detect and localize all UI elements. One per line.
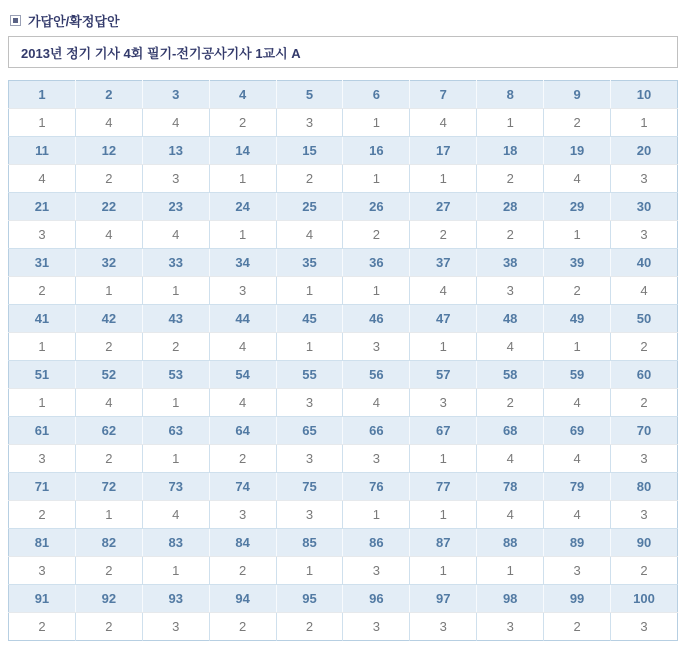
- answer-cell: 2: [477, 165, 544, 193]
- answer-cell: 3: [276, 109, 343, 137]
- answer-cell: 3: [9, 445, 76, 473]
- question-number-cell: 46: [343, 305, 410, 333]
- answer-cell: 3: [276, 445, 343, 473]
- answer-cell: 2: [477, 389, 544, 417]
- answer-cell: 1: [276, 557, 343, 585]
- question-number-cell: 71: [9, 473, 76, 501]
- answer-cell: 3: [477, 613, 544, 641]
- answer-cell: 3: [343, 613, 410, 641]
- question-number-cell: 70: [611, 417, 678, 445]
- question-number-cell: 33: [142, 249, 209, 277]
- question-number-cell: 45: [276, 305, 343, 333]
- question-number-row: [9, 193, 678, 221]
- answer-cell: 4: [75, 389, 142, 417]
- question-number-cell: 44: [209, 305, 276, 333]
- answer-cell: 4: [343, 389, 410, 417]
- answer-cell: 2: [477, 221, 544, 249]
- answer-cell: 2: [75, 557, 142, 585]
- question-number-cell: 77: [410, 473, 477, 501]
- section-header: [10, 10, 678, 30]
- answer-cell: 2: [611, 333, 678, 361]
- question-number-cell: 34: [209, 249, 276, 277]
- question-number-cell: 35: [276, 249, 343, 277]
- answer-cell: 4: [75, 221, 142, 249]
- question-number-cell: 20: [611, 137, 678, 165]
- exam-title-box: [8, 36, 678, 68]
- answer-table-body: [9, 81, 678, 641]
- question-number-cell: 2: [75, 81, 142, 109]
- answer-cell: 1: [142, 445, 209, 473]
- answer-cell: 2: [410, 221, 477, 249]
- question-number-row: [9, 417, 678, 445]
- question-number-cell: 16: [343, 137, 410, 165]
- question-number-cell: 41: [9, 305, 76, 333]
- question-number-cell: 93: [142, 585, 209, 613]
- question-number-cell: 86: [343, 529, 410, 557]
- answer-cell: 1: [209, 221, 276, 249]
- answer-cell: 1: [477, 557, 544, 585]
- question-number-cell: 49: [544, 305, 611, 333]
- question-number-cell: 92: [75, 585, 142, 613]
- question-number-cell: 64: [209, 417, 276, 445]
- answer-cell: 4: [142, 221, 209, 249]
- answer-cell: 4: [544, 389, 611, 417]
- question-number-cell: 87: [410, 529, 477, 557]
- question-number-cell: 56: [343, 361, 410, 389]
- question-number-cell: 59: [544, 361, 611, 389]
- answer-row: [9, 221, 678, 249]
- question-number-cell: 22: [75, 193, 142, 221]
- question-number-cell: 82: [75, 529, 142, 557]
- answer-cell: 4: [276, 221, 343, 249]
- question-number-cell: 98: [477, 585, 544, 613]
- question-number-cell: 88: [477, 529, 544, 557]
- answer-row: [9, 277, 678, 305]
- question-number-cell: 25: [276, 193, 343, 221]
- answer-cell: 3: [9, 557, 76, 585]
- question-number-cell: 54: [209, 361, 276, 389]
- question-number-cell: 99: [544, 585, 611, 613]
- answer-row: [9, 501, 678, 529]
- question-number-cell: 96: [343, 585, 410, 613]
- question-number-cell: 43: [142, 305, 209, 333]
- answer-cell: 2: [142, 333, 209, 361]
- answer-row: [9, 557, 678, 585]
- question-number-cell: 95: [276, 585, 343, 613]
- question-number-cell: 58: [477, 361, 544, 389]
- answer-cell: 2: [209, 613, 276, 641]
- answer-cell: 3: [276, 389, 343, 417]
- answer-cell: 1: [611, 109, 678, 137]
- question-number-cell: 1: [9, 81, 76, 109]
- question-number-cell: 13: [142, 137, 209, 165]
- answer-cell: 3: [276, 501, 343, 529]
- answer-cell: 2: [611, 557, 678, 585]
- answer-row: [9, 109, 678, 137]
- question-number-cell: 91: [9, 585, 76, 613]
- question-number-cell: 63: [142, 417, 209, 445]
- answer-cell: 2: [209, 557, 276, 585]
- answer-cell: 1: [9, 333, 76, 361]
- answer-cell: 4: [9, 165, 76, 193]
- answer-cell: 2: [75, 165, 142, 193]
- answer-cell: 1: [75, 501, 142, 529]
- answer-cell: 1: [9, 109, 76, 137]
- answer-cell: 1: [343, 501, 410, 529]
- answer-cell: 3: [209, 277, 276, 305]
- answer-cell: 1: [544, 333, 611, 361]
- question-number-cell: 48: [477, 305, 544, 333]
- question-number-cell: 53: [142, 361, 209, 389]
- question-number-cell: 90: [611, 529, 678, 557]
- question-number-cell: 47: [410, 305, 477, 333]
- question-number-row: [9, 585, 678, 613]
- answer-cell: 3: [343, 333, 410, 361]
- answer-cell: 4: [410, 109, 477, 137]
- answer-cell: 2: [9, 277, 76, 305]
- question-number-row: [9, 529, 678, 557]
- answer-cell: 1: [276, 277, 343, 305]
- answer-cell: 1: [410, 557, 477, 585]
- question-number-row: [9, 361, 678, 389]
- question-number-cell: 83: [142, 529, 209, 557]
- answer-cell: 2: [209, 109, 276, 137]
- answer-cell: 3: [410, 613, 477, 641]
- answer-cell: 2: [276, 613, 343, 641]
- boxed-square-icon: [10, 15, 21, 26]
- question-number-cell: 3: [142, 81, 209, 109]
- answer-cell: 4: [75, 109, 142, 137]
- answer-row: [9, 165, 678, 193]
- question-number-cell: 37: [410, 249, 477, 277]
- answer-cell: 1: [75, 277, 142, 305]
- question-number-cell: 51: [9, 361, 76, 389]
- answer-cell: 1: [343, 277, 410, 305]
- answer-cell: 3: [209, 501, 276, 529]
- answer-cell: 3: [611, 221, 678, 249]
- question-number-cell: 12: [75, 137, 142, 165]
- answer-cell: 3: [477, 277, 544, 305]
- question-number-cell: 26: [343, 193, 410, 221]
- answer-cell: 2: [75, 333, 142, 361]
- question-number-cell: 72: [75, 473, 142, 501]
- question-number-cell: 69: [544, 417, 611, 445]
- answer-cell: 2: [276, 165, 343, 193]
- question-number-cell: 4: [209, 81, 276, 109]
- answer-cell: 4: [477, 333, 544, 361]
- question-number-row: [9, 81, 678, 109]
- answer-cell: 1: [410, 333, 477, 361]
- answer-cell: 4: [142, 501, 209, 529]
- answer-cell: 1: [410, 501, 477, 529]
- answer-cell: 4: [209, 333, 276, 361]
- answer-cell: 1: [410, 165, 477, 193]
- question-number-cell: 50: [611, 305, 678, 333]
- question-number-cell: 9: [544, 81, 611, 109]
- question-number-cell: 39: [544, 249, 611, 277]
- question-number-cell: 10: [611, 81, 678, 109]
- answer-cell: 4: [410, 277, 477, 305]
- answer-row: [9, 389, 678, 417]
- question-number-cell: 42: [75, 305, 142, 333]
- question-number-cell: 74: [209, 473, 276, 501]
- answer-cell: 2: [343, 221, 410, 249]
- answer-cell: 1: [477, 109, 544, 137]
- answer-cell: 3: [343, 557, 410, 585]
- answer-cell: 3: [544, 557, 611, 585]
- question-number-row: [9, 473, 678, 501]
- question-number-cell: 79: [544, 473, 611, 501]
- answer-cell: 2: [611, 389, 678, 417]
- answer-cell: 2: [75, 613, 142, 641]
- answer-cell: 3: [142, 613, 209, 641]
- answer-cell: 4: [209, 389, 276, 417]
- question-number-cell: 17: [410, 137, 477, 165]
- question-number-cell: 29: [544, 193, 611, 221]
- answer-cell: 4: [142, 109, 209, 137]
- answer-row: [9, 333, 678, 361]
- question-number-cell: 81: [9, 529, 76, 557]
- question-number-cell: 38: [477, 249, 544, 277]
- question-number-cell: 15: [276, 137, 343, 165]
- question-number-cell: 62: [75, 417, 142, 445]
- answer-cell: 2: [544, 613, 611, 641]
- answer-cell: 2: [544, 109, 611, 137]
- answer-cell: 3: [410, 389, 477, 417]
- question-number-cell: 94: [209, 585, 276, 613]
- question-number-cell: 67: [410, 417, 477, 445]
- answer-cell: 3: [343, 445, 410, 473]
- question-number-cell: 80: [611, 473, 678, 501]
- question-number-cell: 6: [343, 81, 410, 109]
- answer-cell: 4: [544, 445, 611, 473]
- question-number-cell: 89: [544, 529, 611, 557]
- question-number-cell: 14: [209, 137, 276, 165]
- question-number-cell: 31: [9, 249, 76, 277]
- question-number-cell: 57: [410, 361, 477, 389]
- answer-cell: 1: [142, 389, 209, 417]
- question-number-row: [9, 305, 678, 333]
- exam-title: 2013년 정기 기사 4회 필기-전기공사기사 1교시 A: [21, 45, 301, 61]
- question-number-cell: 28: [477, 193, 544, 221]
- question-number-cell: 68: [477, 417, 544, 445]
- question-number-cell: 100: [611, 585, 678, 613]
- answer-cell: 1: [544, 221, 611, 249]
- section-title: 가답안/확정답안: [28, 13, 120, 29]
- answer-cell: 3: [611, 501, 678, 529]
- answer-cell: 4: [544, 501, 611, 529]
- question-number-cell: 97: [410, 585, 477, 613]
- question-number-cell: 52: [75, 361, 142, 389]
- question-number-cell: 21: [9, 193, 76, 221]
- answer-row: [9, 613, 678, 641]
- answer-cell: 2: [75, 445, 142, 473]
- question-number-cell: 24: [209, 193, 276, 221]
- question-number-cell: 36: [343, 249, 410, 277]
- question-number-cell: 75: [276, 473, 343, 501]
- answer-cell: 4: [611, 277, 678, 305]
- answer-cell: 4: [477, 445, 544, 473]
- answer-cell: 2: [9, 613, 76, 641]
- answer-cell: 4: [544, 165, 611, 193]
- answer-cell: 3: [9, 221, 76, 249]
- answer-row: [9, 445, 678, 473]
- question-number-cell: 5: [276, 81, 343, 109]
- question-number-cell: 76: [343, 473, 410, 501]
- answer-cell: 1: [142, 557, 209, 585]
- question-number-cell: 65: [276, 417, 343, 445]
- question-number-cell: 30: [611, 193, 678, 221]
- question-number-cell: 61: [9, 417, 76, 445]
- question-number-cell: 55: [276, 361, 343, 389]
- question-number-cell: 19: [544, 137, 611, 165]
- answer-cell: 4: [477, 501, 544, 529]
- answer-cell: 1: [209, 165, 276, 193]
- question-number-cell: 40: [611, 249, 678, 277]
- question-number-cell: 27: [410, 193, 477, 221]
- answer-table: [8, 80, 678, 641]
- answer-cell: 1: [410, 445, 477, 473]
- question-number-row: [9, 137, 678, 165]
- question-number-cell: 7: [410, 81, 477, 109]
- answer-cell: 1: [9, 389, 76, 417]
- answer-cell: 2: [9, 501, 76, 529]
- answer-cell: 3: [142, 165, 209, 193]
- answer-cell: 1: [276, 333, 343, 361]
- question-number-cell: 60: [611, 361, 678, 389]
- question-number-cell: 11: [9, 137, 76, 165]
- answer-cell: 3: [611, 445, 678, 473]
- question-number-cell: 66: [343, 417, 410, 445]
- answer-cell: 2: [209, 445, 276, 473]
- question-number-cell: 78: [477, 473, 544, 501]
- question-number-cell: 32: [75, 249, 142, 277]
- question-number-cell: 23: [142, 193, 209, 221]
- answer-cell: 2: [544, 277, 611, 305]
- question-number-cell: 84: [209, 529, 276, 557]
- question-number-cell: 18: [477, 137, 544, 165]
- question-number-cell: 8: [477, 81, 544, 109]
- question-number-row: [9, 249, 678, 277]
- answer-cell: 1: [343, 165, 410, 193]
- question-number-cell: 73: [142, 473, 209, 501]
- answer-cell: 3: [611, 613, 678, 641]
- answer-cell: 1: [142, 277, 209, 305]
- answer-cell: 1: [343, 109, 410, 137]
- answer-cell: 3: [611, 165, 678, 193]
- question-number-cell: 85: [276, 529, 343, 557]
